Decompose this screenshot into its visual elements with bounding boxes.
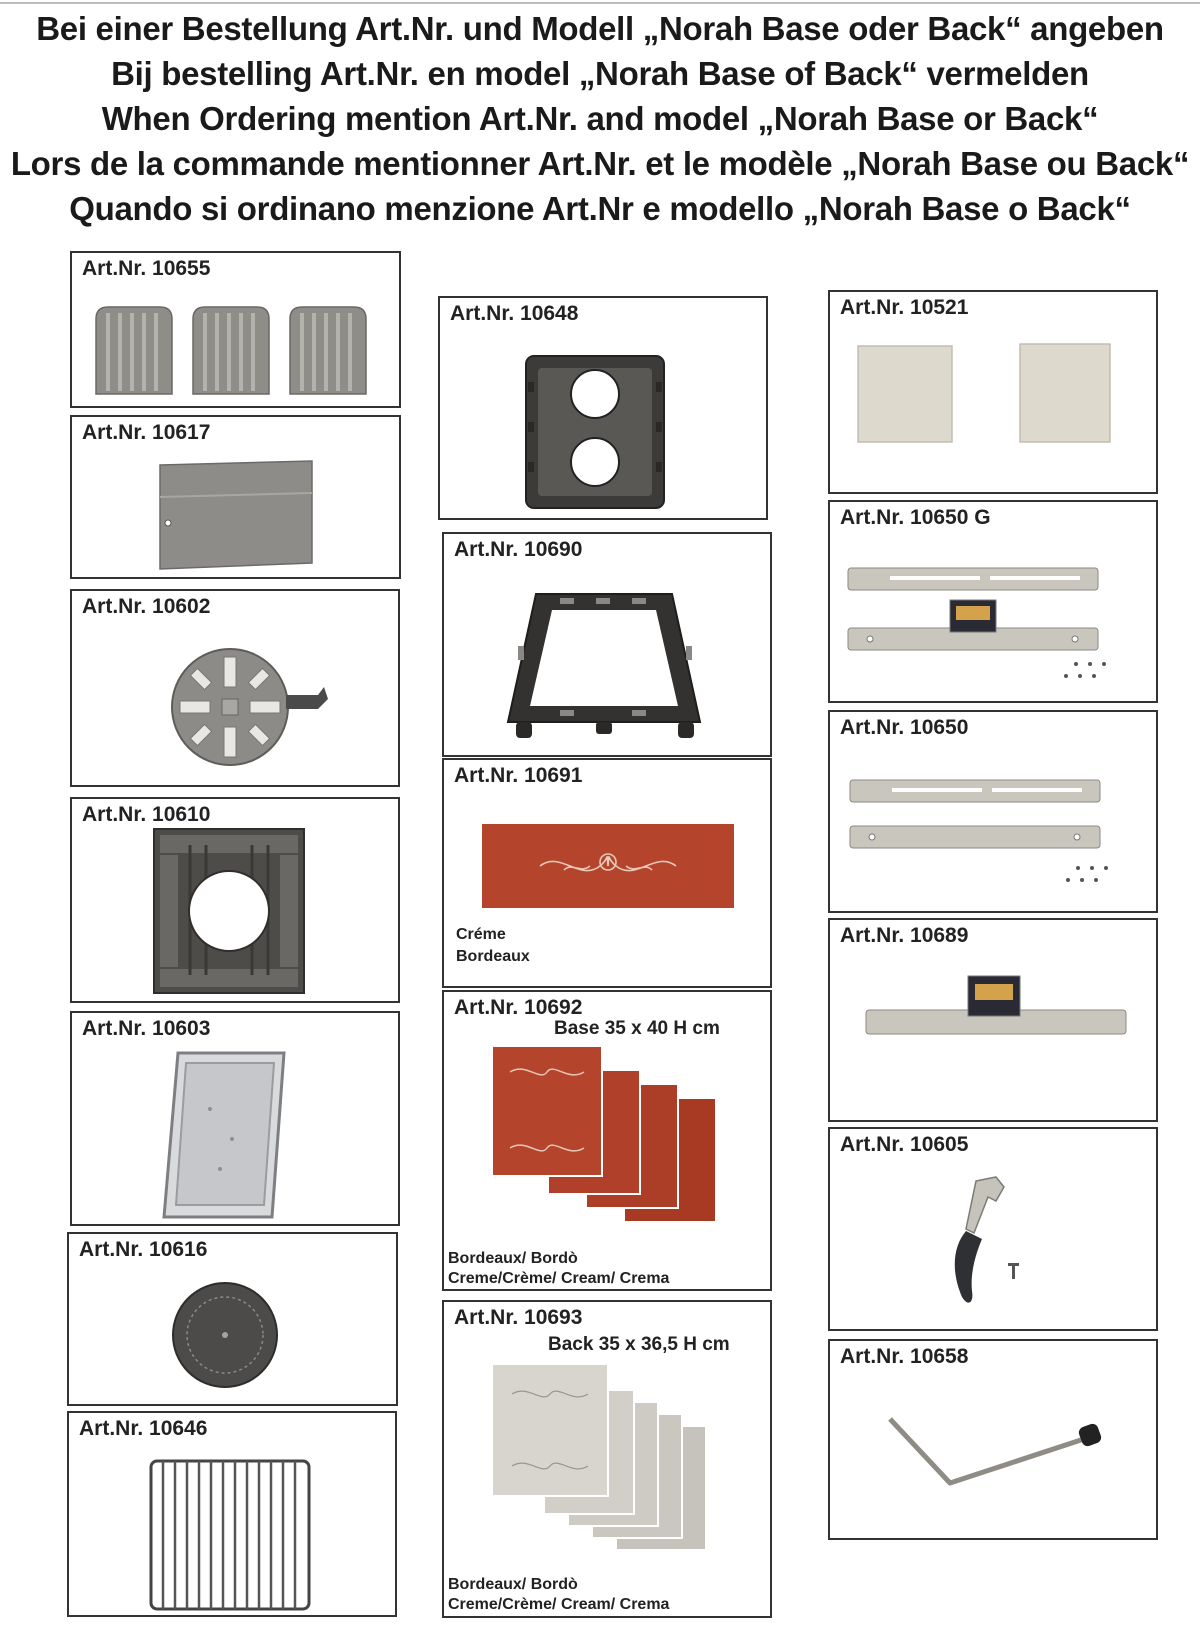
part-size: Base 35 x 40 H cm — [554, 1018, 720, 1039]
instruction-fr: Lors de la commande mentionner Art.Nr. et le modèle „Norah Base ou Back“ — [10, 145, 1190, 182]
instruction-de: Bei einer Bestellung Art.Nr. und Modell „Norah Base oder Back“ angeben — [36, 10, 1164, 47]
part-card-10691 — [442, 758, 772, 988]
part-number: Art.Nr. 10610 — [82, 803, 211, 826]
part-number: Art.Nr. 10691 — [454, 764, 583, 787]
part-card-10648 — [438, 296, 768, 520]
part-image-cast-top-plate — [522, 352, 668, 512]
color-option-bordeaux: Bordeaux — [456, 948, 530, 965]
part-number: Art.Nr. 10655 — [82, 257, 211, 280]
part-card-10650G — [828, 500, 1158, 703]
part-image-insulation-boards — [856, 342, 1116, 446]
part-number: Art.Nr. 10693 — [454, 1306, 583, 1329]
part-image-rotary-grate — [168, 639, 338, 771]
part-card-10692 — [442, 990, 772, 1291]
part-card-10603 — [70, 1011, 400, 1226]
part-card-10617 — [70, 415, 401, 579]
part-number: Art.Nr. 10603 — [82, 1017, 211, 1040]
instruction-en: When Ordering mention Art.Nr. and model „Norah Base or Back“ — [101, 100, 1099, 137]
part-image-decor-panel-red — [480, 822, 736, 910]
part-card-10605 — [828, 1127, 1158, 1331]
part-card-10602 — [70, 589, 400, 787]
part-number: Art.Nr. 10658 — [840, 1345, 969, 1368]
part-image-side-panels-red — [490, 1044, 720, 1224]
instruction-nl: Bij bestelling Art.Nr. en model „Norah Base of Back“ vermelden — [111, 55, 1089, 92]
part-image-ash-pan — [160, 1049, 290, 1221]
part-number: Art.Nr. 10616 — [79, 1238, 208, 1261]
part-number: Art.Nr. 10605 — [840, 1133, 969, 1156]
part-card-10655 — [70, 251, 401, 408]
part-card-10646 — [67, 1411, 397, 1617]
part-number: Art.Nr. 10648 — [450, 302, 579, 325]
part-image-grate-frame — [150, 825, 308, 997]
part-number: Art.Nr. 10650 — [840, 716, 969, 739]
part-number: Art.Nr. 10602 — [82, 595, 211, 618]
part-card-10616 — [67, 1232, 398, 1406]
part-number: Art.Nr. 10650 G — [840, 506, 991, 529]
top-rule — [0, 2, 1200, 4]
part-number: Art.Nr. 10690 — [454, 538, 583, 561]
part-image-back-panels-creme — [490, 1362, 710, 1552]
part-card-10693 — [442, 1300, 772, 1618]
part-image-rails — [842, 776, 1132, 896]
part-size: Back 35 x 36,5 H cm — [548, 1334, 730, 1355]
part-image-baffle-plate — [152, 453, 322, 571]
part-number: Art.Nr. 10521 — [840, 296, 969, 319]
part-image-grate-bars — [90, 299, 380, 399]
part-image-thermometer-rail — [862, 970, 1132, 1050]
color-option-creme: Creme/Crème/ Cream/ Crema — [448, 1596, 670, 1613]
part-image-handle-lever — [926, 1173, 1046, 1313]
part-number: Art.Nr. 10617 — [82, 421, 211, 444]
instruction-it: Quando si ordinano menzione Art.Nr e modello „Norah Base o Back“ — [69, 190, 1131, 227]
part-image-rails-with-thermometer — [840, 564, 1130, 690]
part-number: Art.Nr. 10692 — [454, 996, 583, 1019]
order-instructions — [0, 6, 1200, 231]
part-card-10689 — [828, 918, 1158, 1122]
part-card-10610 — [70, 797, 400, 1003]
color-option-creme: Créme — [456, 926, 506, 943]
part-image-crank-rod — [886, 1407, 1106, 1497]
part-card-10521 — [828, 290, 1158, 494]
part-image-cast-base-frame — [500, 586, 710, 746]
part-number: Art.Nr. 10646 — [79, 1417, 208, 1440]
part-image-wire-grill — [147, 1457, 313, 1613]
part-card-10690 — [442, 532, 772, 757]
color-option-creme: Creme/Crème/ Cream/ Crema — [448, 1270, 670, 1287]
part-number: Art.Nr. 10689 — [840, 924, 969, 947]
color-option-bordeaux: Bordeaux/ Bordò — [448, 1250, 578, 1267]
part-card-10658 — [828, 1339, 1158, 1540]
part-image-round-cover — [170, 1280, 280, 1390]
part-card-10650 — [828, 710, 1158, 913]
color-option-bordeaux: Bordeaux/ Bordò — [448, 1576, 578, 1593]
